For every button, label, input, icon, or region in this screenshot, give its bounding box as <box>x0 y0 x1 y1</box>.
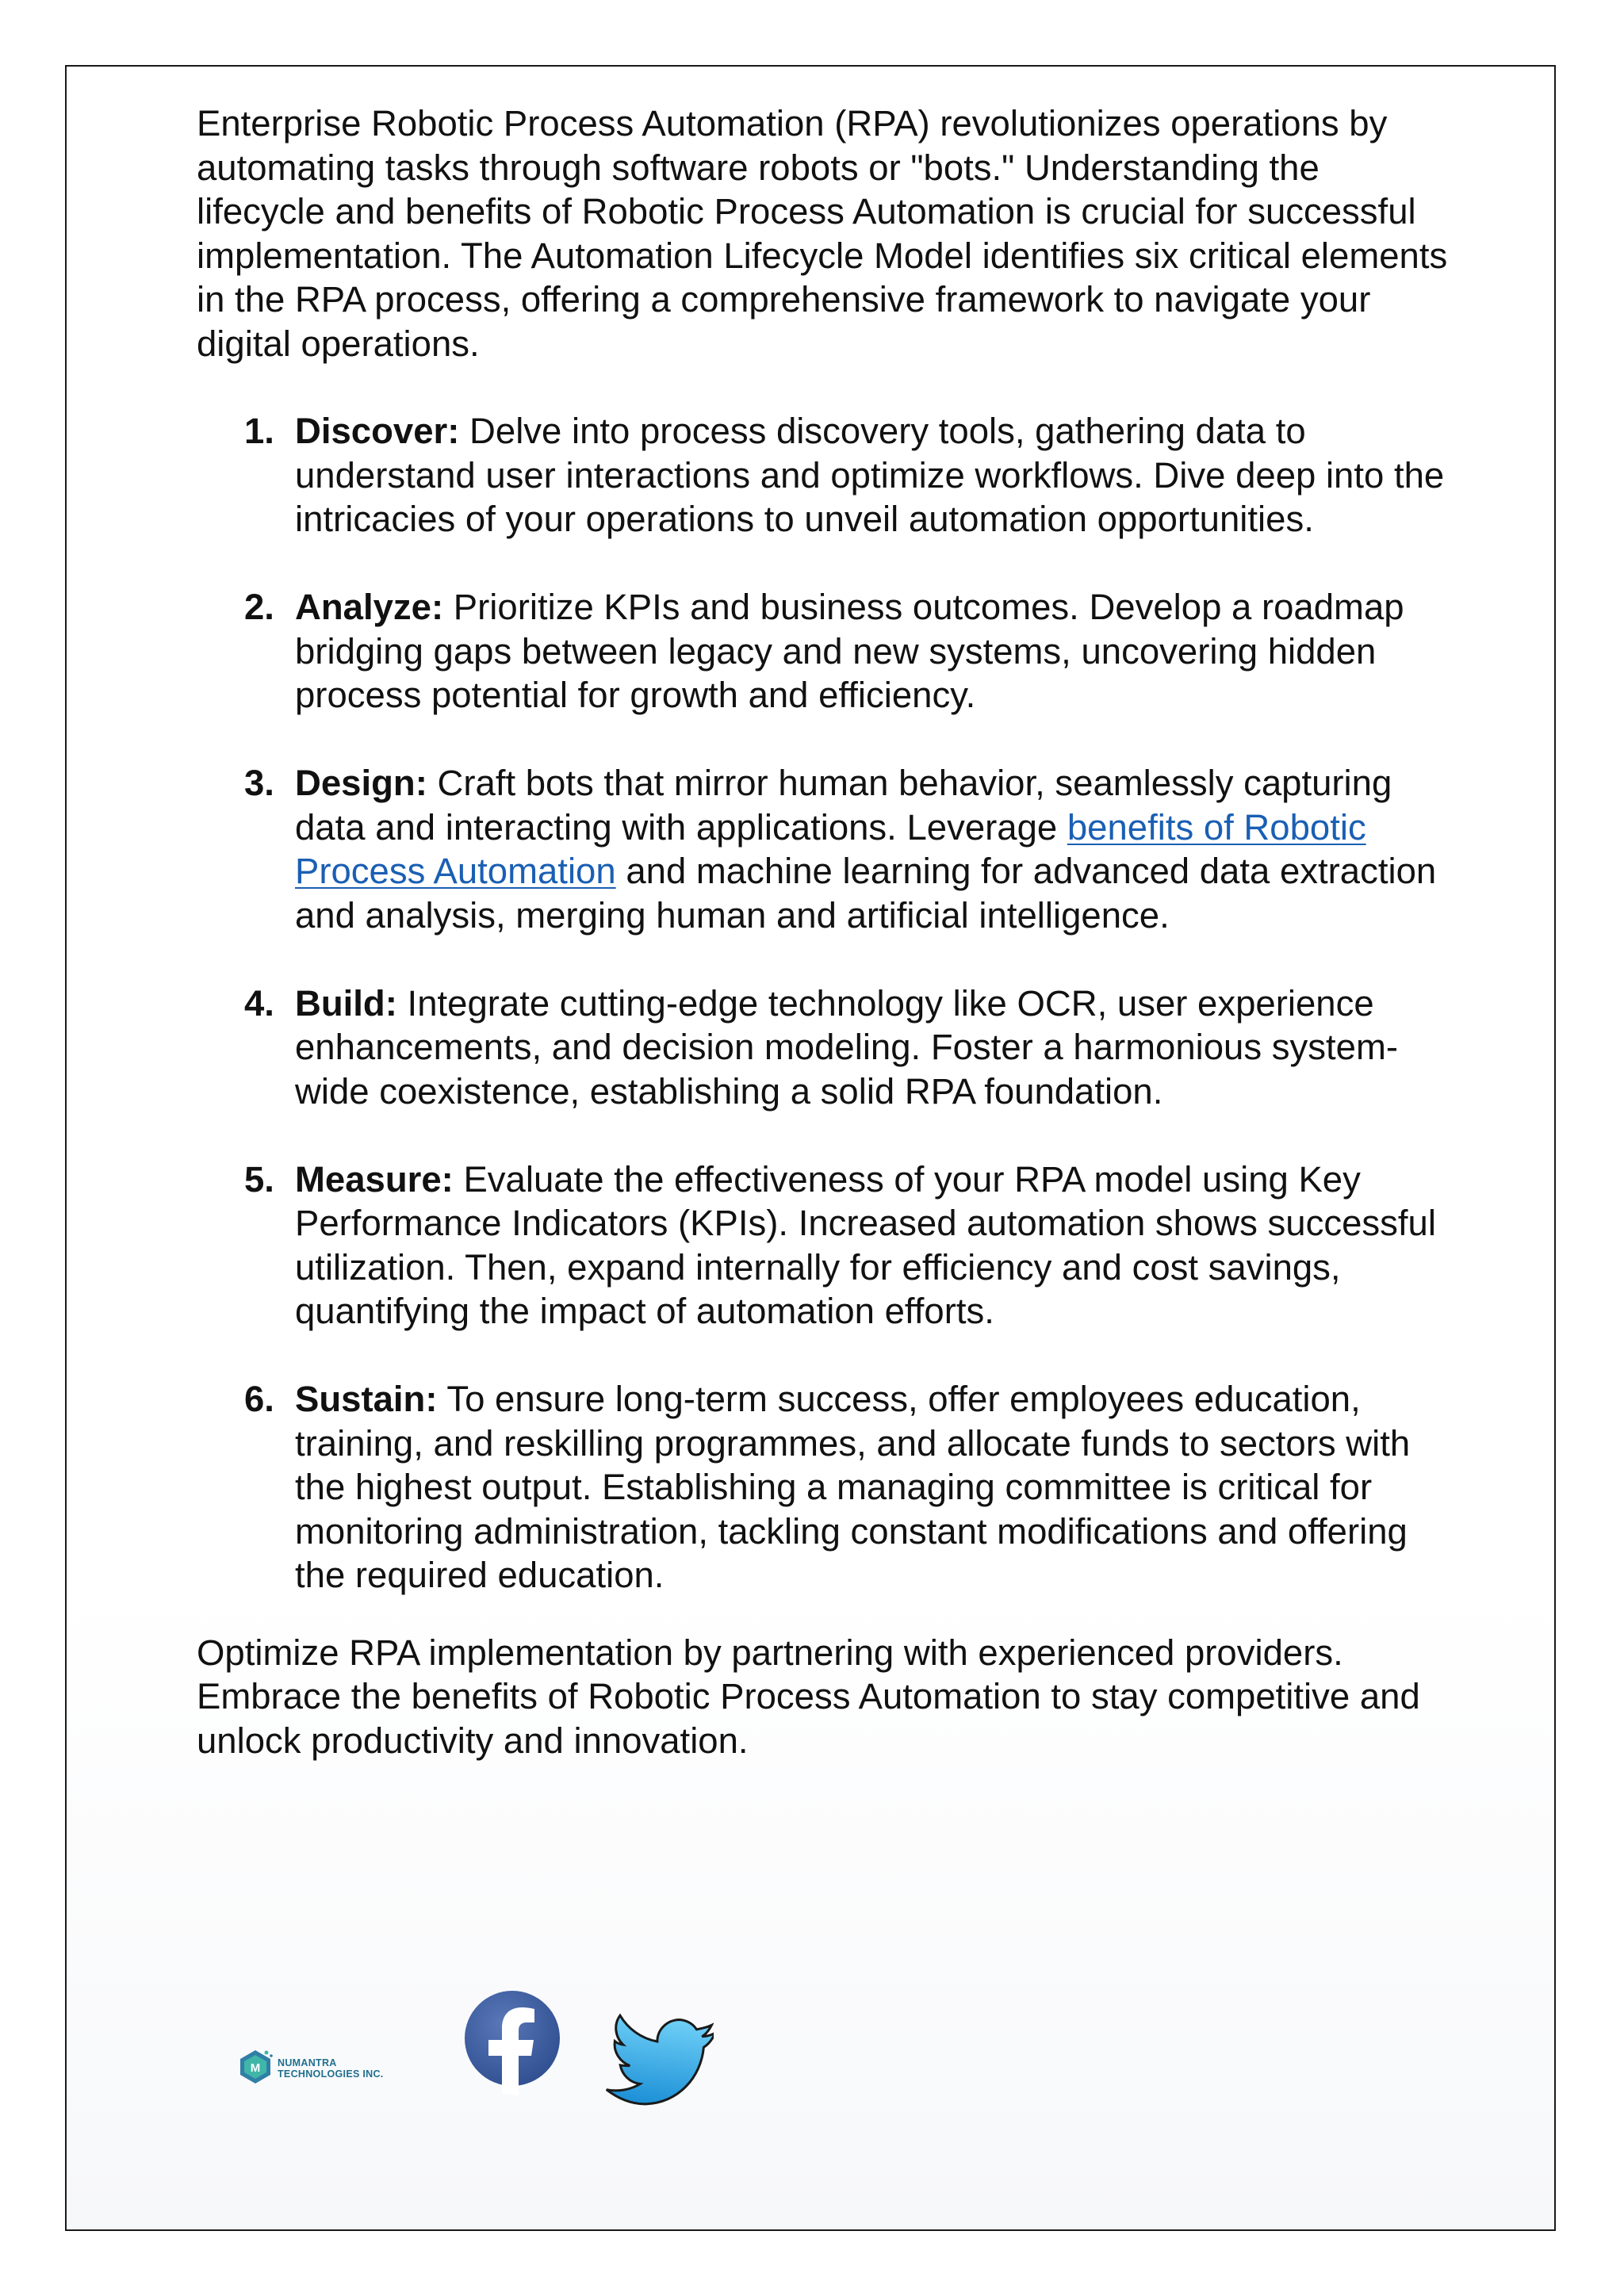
list-item <box>197 761 1450 937</box>
step-title: Build: <box>295 982 397 1024</box>
step-title: Design: <box>295 763 427 803</box>
logo-hexagon-icon <box>236 2048 274 2086</box>
step-number: 1. <box>244 411 274 451</box>
list-item <box>197 982 1450 1114</box>
logo-text <box>278 2057 384 2080</box>
intro-paragraph: Enterprise Robotic Process Automation (RPA) revolutionizes operations by automating tasks through software robots or "bots." Understanding the lifecycle and benefits of Robotic Process Automation is crucial for successful implementation. The Automation Lifecycle Model identifies six critical elements in the RPA process, offering a comprehensive framework to navigate your digital operations. <box>197 103 1448 364</box>
list-item <box>197 1377 1450 1598</box>
step-number: 5. <box>244 1158 274 1200</box>
logo-line-2: TECHNOLOGIES INC. <box>278 2068 384 2080</box>
step-number: 6. <box>244 1379 274 1419</box>
logo-line-1: NUMANTRA <box>278 2057 337 2068</box>
list-item <box>197 409 1450 541</box>
svg-text:M: M <box>250 2061 261 2075</box>
step-text: Evaluate the effectiveness of your RPA model using Key Performance Indicators (KPIs). Increased automation shows successful utilization. Then, expand internally for efficiency and cost savings, quantifying the impact of automation efforts. <box>295 1158 1436 1331</box>
list-item <box>197 585 1450 718</box>
step-text: Integrate cutting-edge technology like OCR, user experience enhancements, and decision modeling. Foster a harmonious system-wide coexistence, establishing a solid RPA foundation. <box>295 982 1398 1112</box>
lifecycle-steps-list <box>197 409 1450 1598</box>
facebook-icon[interactable] <box>462 1986 563 2097</box>
twitter-icon[interactable] <box>603 1994 714 2113</box>
benefits-rpa-link[interactable]: benefits of Robotic Process Automation <box>295 806 1366 891</box>
step-title: Measure: <box>295 1158 454 1200</box>
step-text: To ensure long-term success, offer employees education, training, and reskilling programmes, and allocate funds to sectors with the highest output. Establishing a managing committee is critical for monitoring administration, tackling constant modifications and offering the required education. <box>295 1379 1411 1595</box>
company-logo[interactable] <box>236 2042 403 2097</box>
step-text: Prioritize KPIs and business outcomes. Develop a roadmap bridging gaps between legacy and new systems, uncovering hidden process potential for growth and efficiency. <box>295 587 1404 715</box>
step-number: 3. <box>244 763 274 803</box>
document-body <box>197 101 1450 1762</box>
step-number: 2. <box>244 587 274 627</box>
step-title: Analyze: <box>295 587 444 627</box>
list-item <box>197 1158 1450 1334</box>
step-text: and machine learning for advanced data extraction and analysis, merging human and artificial intelligence. <box>295 851 1437 936</box>
step-number: 4. <box>244 982 274 1024</box>
footer <box>230 1986 864 2129</box>
step-title: Sustain: <box>295 1379 438 1419</box>
conclusion-paragraph: Optimize RPA implementation by partnering with experienced providers. Embrace the benefits of Robotic Process Automation to stay competitive and unlock productivity and innovation. <box>197 1632 1420 1761</box>
step-title: Discover: <box>295 411 460 451</box>
step-text: Craft bots that mirror human behavior, seamlessly capturing data and interacting with applications. Leverage <box>295 763 1392 848</box>
step-text: Delve into process discovery tools, gathering data to understand user interactions and optimize workflows. Dive deep into the intricacies of your operations to unveil automation opportunities. <box>295 411 1445 539</box>
